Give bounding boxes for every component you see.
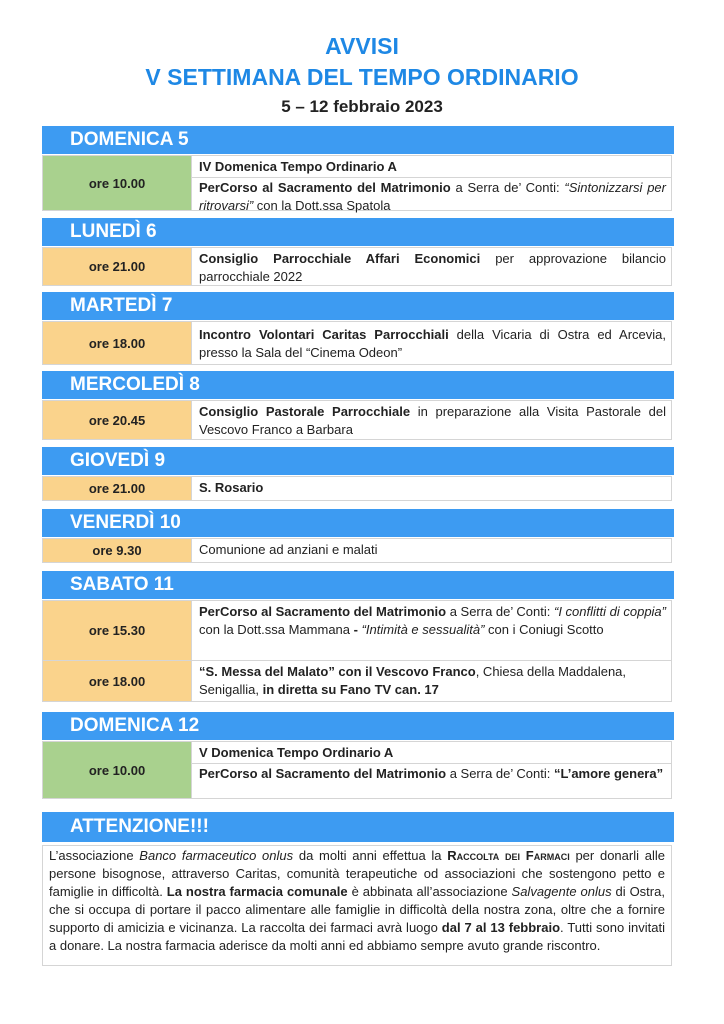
date-range: 5 – 12 febbraio 2023 — [281, 97, 443, 116]
event-row — [42, 321, 672, 365]
event-row — [42, 476, 672, 501]
event-row — [42, 660, 672, 702]
day-header-giovedi-9: GIOVEDÌ 9 — [42, 447, 674, 475]
event-time: ore 18.00 — [43, 322, 191, 364]
event-time: ore 15.30 — [43, 601, 191, 660]
event-row — [42, 600, 672, 661]
event-description: PerCorso al Sacramento del Matrimonio a Serra de’ Conti: “I conflitti di coppia” con la Dott.ssa Mammana - “Intimità e sessualità” con i Coniugi Scotto — [191, 601, 671, 660]
page-subtitle: V SETTIMANA DEL TEMPO ORDINARIO — [145, 64, 579, 90]
event-description: V Domenica Tempo Ordinario A PerCorso al Sacramento del Matrimonio a Serra de’ Conti: “L’amore genera” — [191, 742, 671, 798]
event-description: Incontro Volontari Caritas Parrocchiali della Vicaria di Ostra ed Arcevia, presso la Sala del “Cinema Odeon” — [191, 322, 671, 364]
event-row — [42, 155, 672, 211]
event-description: Consiglio Pastorale Parrocchiale in preparazione alla Visita Pastorale del Vescovo Franco a Barbara — [191, 401, 671, 439]
event-description: Consiglio Parrocchiale Affari Economici per approvazione bilancio parrocchiale 2022 — [191, 248, 671, 285]
attention-header: ATTENZIONE!!! — [42, 812, 674, 842]
event-description: S. Rosario — [191, 477, 671, 500]
page-title: AVVISI — [325, 33, 399, 59]
event-time: ore 21.00 — [43, 248, 191, 285]
event-row — [42, 400, 672, 440]
day-header-domenica-12: DOMENICA 12 — [42, 712, 674, 740]
attention-notice: L’associazione Banco farmaceutico onlus da molti anni effettua la Raccolta dei Farmaci per donarli alle persone bisognose, attraverso Caritas, comunità terapeutiche od associazioni che sostengono petto e famiglie in difficoltà. La nostra farmacia comunale è abbinata all’associazione Salvagente onlus di Ostra, che si occupa di portare il pacco alimentare alle famiglie in difficoltà della nostra zona, oltre che a fornire supporto di amicizia e vicinanza. La raccolta dei farmaci avrà luogo dal 7 al 13 febbraio. Tutti sono invitati a donare. La nostra farmacia aderisce da molti anni ed abbiamo sempre avuto grande riscontro. — [42, 845, 672, 966]
event-time: ore 21.00 — [43, 477, 191, 500]
day-header-sabato-11: SABATO 11 — [42, 571, 674, 599]
event-description: “S. Messa del Malato” con il Vescovo Franco, Chiesa della Maddalena, Senigallia, in diretta su Fano TV can. 17 — [191, 661, 671, 701]
event-row — [42, 538, 672, 563]
liturgy-title: IV Domenica Tempo Ordinario A — [199, 159, 397, 174]
day-header-venerdi-10: VENERDÌ 10 — [42, 509, 674, 537]
liturgy-title: V Domenica Tempo Ordinario A — [199, 745, 394, 760]
day-header-lunedi-6: LUNEDÌ 6 — [42, 218, 674, 246]
event-row — [42, 247, 672, 286]
event-description: IV Domenica Tempo Ordinario A PerCorso al Sacramento del Matrimonio a Serra de’ Conti: “Sintonizzarsi per ritrovarsi” con la Dott.ssa Spatola — [191, 156, 671, 210]
event-description: Comunione ad anziani e malati — [191, 539, 671, 562]
event-time: ore 10.00 — [43, 156, 191, 210]
event-time: ore 10.00 — [43, 742, 191, 798]
event-time: ore 18.00 — [43, 661, 191, 701]
event-row — [42, 741, 672, 799]
day-header-martedi-7: MARTEDÌ 7 — [42, 292, 674, 320]
day-header-mercoledi-8: MERCOLEDÌ 8 — [42, 371, 674, 399]
event-time: ore 20.45 — [43, 401, 191, 439]
day-header-domenica-5: DOMENICA 5 — [42, 126, 674, 154]
event-time: ore 9.30 — [43, 539, 191, 562]
